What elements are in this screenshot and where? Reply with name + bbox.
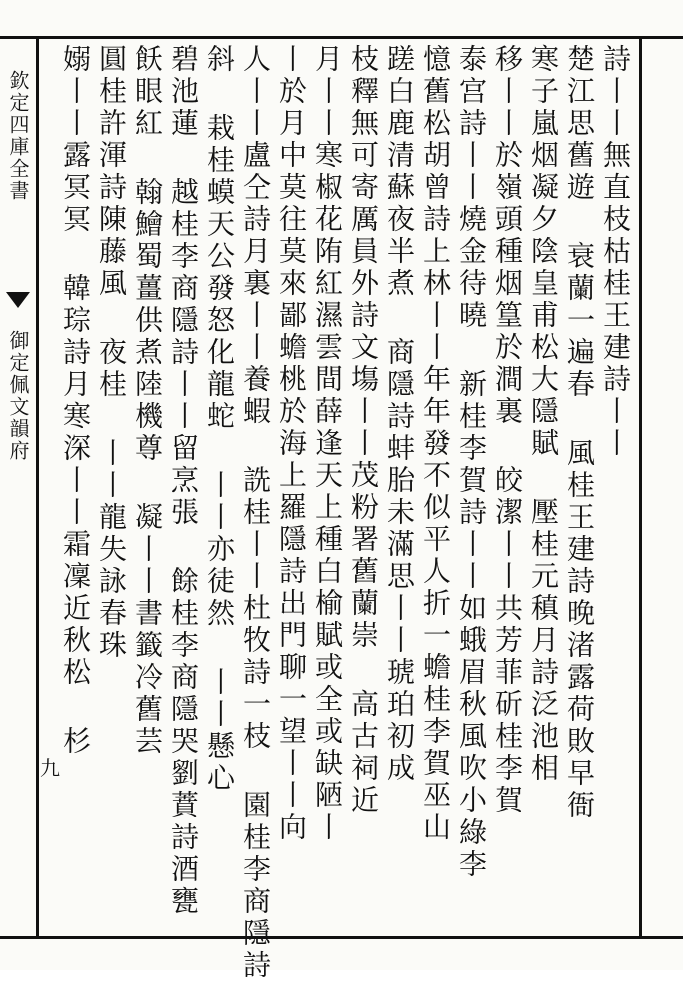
text-column-15: 圓桂許渾詩陳藤風 夜桂 丨丨龍失詠春珠 (95, 44, 128, 662)
fishtail-mark (6, 292, 30, 308)
text-column-16: 嫋丨丨露冥冥 韓琮詩月寒深丨丨霜凜近秋松 杉 (59, 44, 92, 758)
margin-side-title: 御定佩文韻府 (6, 330, 30, 462)
bottom-border (0, 936, 683, 939)
text-column-5: 泰宫詩丨丨燒金待曉 新桂李賀詩丨丨如蛾眉秋風吹小綠李 (455, 44, 488, 881)
text-column-14: 飫眼紅 翰鱠蜀薑供煮陸機尊 凝丨丨書籤冷舊芸 (131, 44, 164, 758)
text-column-2: 楚江思舊遊 衰蘭一遍春 風桂王建詩晚渚露荷敗早衙 (563, 44, 596, 822)
text-column-8: 枝釋無可寄厲員外詩文塲丨丨茂粉署舊蘭崇 高古祠近 (347, 44, 380, 817)
text-column-4: 移丨丨於嶺頭種烟篁於澗裏 皎潔丨丨共芳菲斫桂李賀 (491, 44, 524, 817)
text-column-10: 丨於月中莫往莫來鄙蟾桃於海上羅隱詩出門聊一望丨丨向 (275, 44, 308, 844)
text-column-6: 憶舊松胡曾詩上林丨丨年年發不似平人折一蟾桂李賀巫山 (419, 44, 452, 844)
text-column-1: 詩丨丨無直枝枯桂王建詩丨丨 (599, 44, 632, 460)
top-border (0, 36, 683, 39)
right-border (639, 36, 642, 939)
margin-divider (36, 36, 39, 939)
text-column-12: 斜 栽桂蟆天公發怒化龍蛇 丨丨亦徒然 丨丨懸心 (203, 44, 236, 795)
margin-top-title: 欽定四庫全書 (6, 70, 30, 202)
page-number: 九 (40, 756, 60, 780)
text-column-3: 寒子嵐烟凝夕陰皇甫松大隱賦 壓桂元稹月詩泛池相 (527, 44, 560, 785)
text-column-13: 碧池蓮 越桂李商隱詩丨丨留烹張 餘桂李商隱哭劉蕡詩酒甕 (167, 44, 200, 918)
text-column-7: 蹉白鹿清蘇夜半煮 商隱詩蚌胎未滿思丨丨琥珀初成 (383, 44, 416, 785)
text-column-11: 人丨丨盧仝詩月裏丨丨養蝦 詵桂丨丨杜牧詩一枝 園桂李商隱詩 (239, 44, 272, 982)
text-column-9: 月丨丨寒椒花陏紅濕雲間薛逢天上種白榆賦或全或缺陋丨 (311, 44, 344, 844)
